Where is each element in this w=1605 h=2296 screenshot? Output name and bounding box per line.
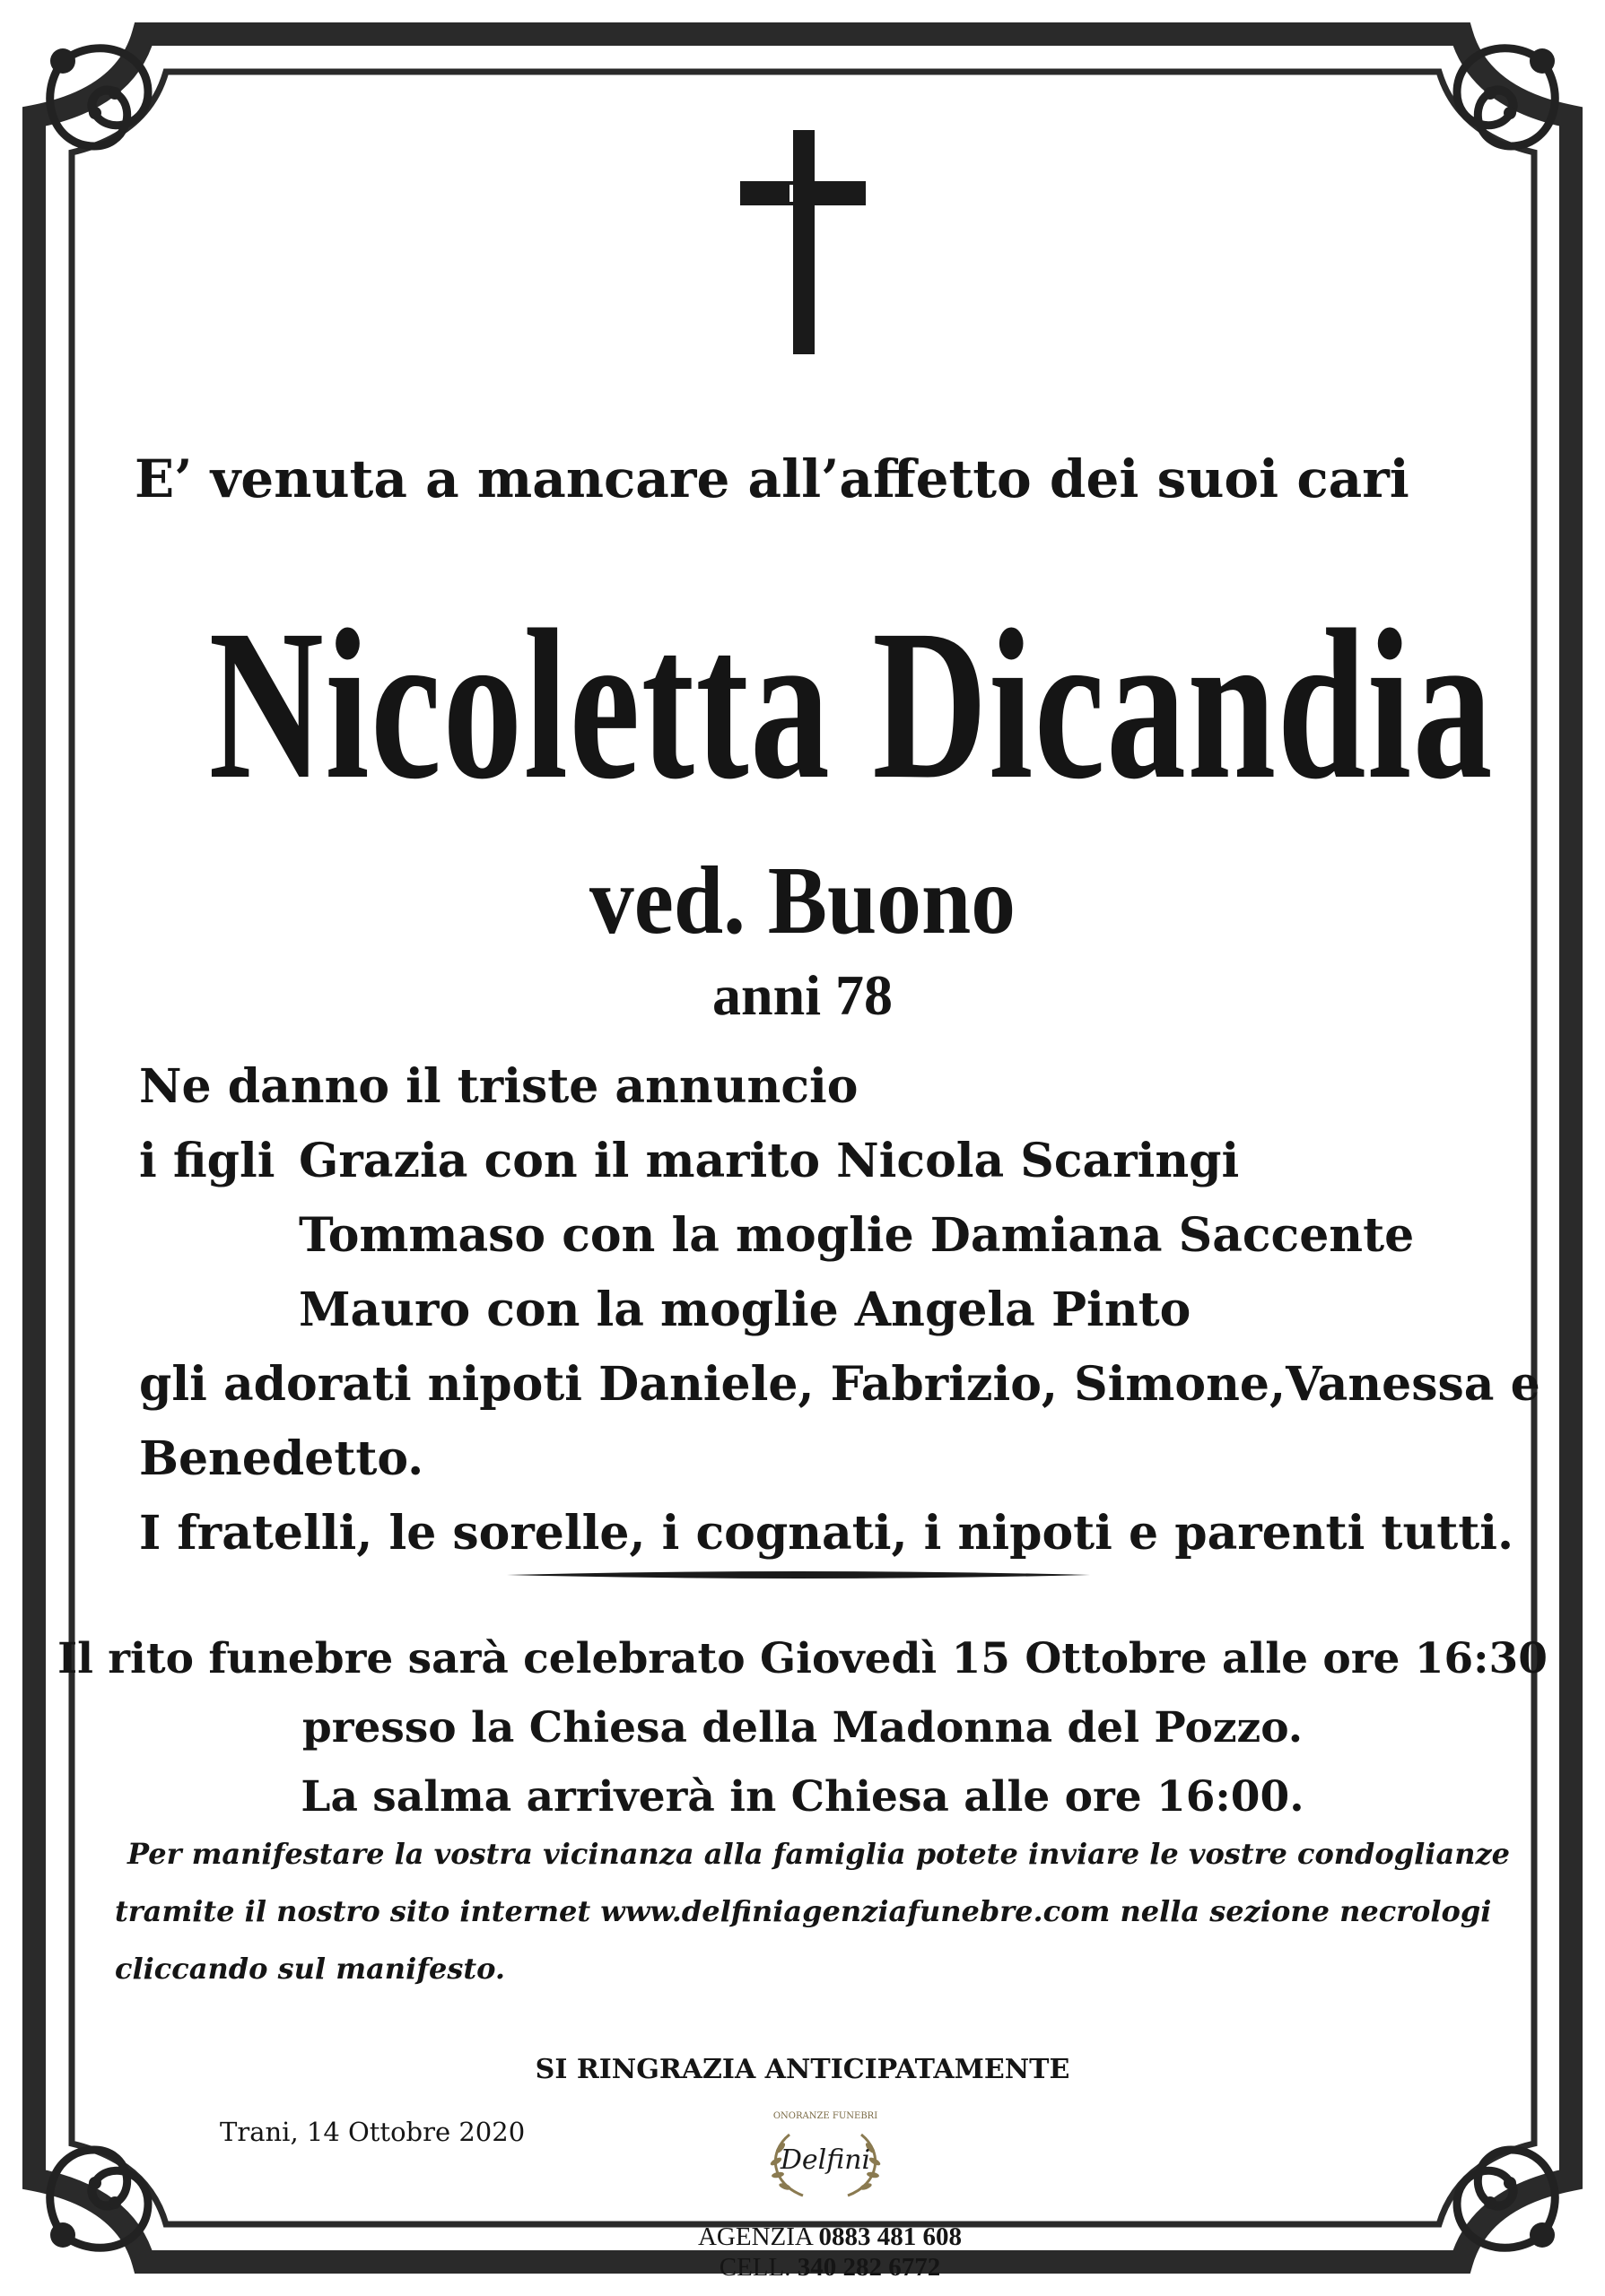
intro-text: E’ venuta a mancare all’affetto dei suoi cari	[135, 448, 1409, 509]
agency-mobile	[673, 2253, 987, 2283]
svg-text:ONORANZE FUNEBRI: ONORANZE FUNEBRI	[772, 2111, 878, 2121]
announcement-line: Ne danno il triste annuncio	[139, 1059, 859, 1114]
children-label: i figli	[139, 1134, 275, 1188]
rite-line: Il rito funebre sarà celebrato Giovedì 15 Ottobre alle ore 16:30	[57, 1634, 1548, 1683]
deceased-age: anni 78	[712, 963, 893, 1027]
child-line: Mauro con la moglie Angela Pinto	[299, 1283, 1191, 1337]
agency-phone	[673, 2222, 987, 2252]
condolence-note-line: tramite il nostro sito internet www.delfiniagenziafunebre.com nella sezione necrologi	[115, 1894, 1492, 1928]
grandchildren-line: gli adorati nipoti Daniele, Fabrizio, Simone,Vanessa e	[139, 1357, 1540, 1412]
rite-line: presso la Chiesa della Madonna del Pozzo.	[301, 1703, 1304, 1752]
agency-phone-label: AGENZIA	[697, 2222, 813, 2251]
condolence-note-line: Per manifestare la vostra vicinanza alla famiglia potete inviare le vostre condoglianze	[127, 1837, 1510, 1871]
rite-line: La salma arriverà in Chiesa alle ore 16:00.	[301, 1772, 1304, 1822]
agency-mobile-label: CELL.	[719, 2253, 791, 2282]
deceased-name: Nicoletta Dicandia	[208, 585, 1495, 823]
agency-logo	[740, 2099, 911, 2211]
place-date: Trani, 14 Ottobre 2020	[220, 2117, 526, 2147]
cross-icon	[736, 126, 870, 359]
widow-of: ved. Buono	[589, 848, 1016, 954]
child-line: Grazia con il marito Nicola Scaringi	[299, 1134, 1240, 1188]
agency-phone-number: 0883 481 608	[818, 2222, 962, 2251]
thanks-text: SI RINGRAZIA ANTICIPATAMENTE	[535, 2054, 1070, 2085]
relatives-line: I fratelli, le sorelle, i cognati, i nipoti e parenti tutti.	[139, 1506, 1514, 1561]
agency-mobile-number: 340 282 6772	[797, 2253, 941, 2282]
condolence-note-line: cliccando sul manifesto.	[115, 1952, 506, 1986]
divider	[507, 1570, 1090, 1580]
grandchildren-line: Benedetto.	[139, 1431, 424, 1486]
child-line: Tommaso con la moglie Damiana Saccente	[299, 1208, 1415, 1263]
svg-text:Delfini: Delfini	[780, 2144, 871, 2176]
